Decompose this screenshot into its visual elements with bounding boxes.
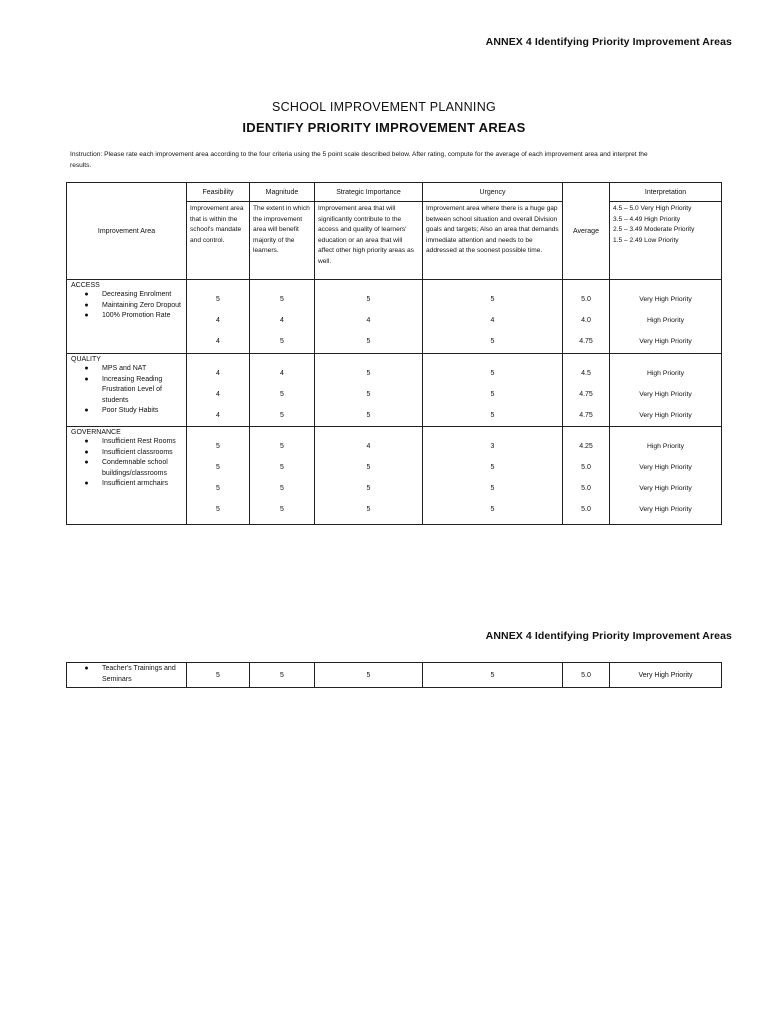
bullet-icon: ● (84, 665, 89, 672)
urgency-values (423, 354, 563, 427)
value: 5 (280, 485, 284, 492)
strategic-values (315, 280, 423, 354)
value: 4.75 (579, 412, 593, 419)
urgency-description: Improvement area where there is a huge gap between school situation and overall Division goals and targets; Also an area that demands immediate attention and needs to be addressed at the soonest possible time. (423, 202, 563, 280)
bullet-icon: ● (84, 448, 89, 456)
group-quality (67, 354, 187, 427)
group-label: GOVERNANCE (71, 429, 121, 436)
list-item (71, 406, 186, 417)
interpretation-header: Interpretation (610, 183, 722, 202)
item-label: Condemnable school buildings/classrooms (102, 459, 168, 477)
value: Very High Priority (639, 485, 692, 492)
value: 4 (366, 317, 371, 324)
bullet-icon: ● (84, 301, 89, 309)
bullet-icon: ● (84, 407, 89, 414)
urgency-values (423, 427, 563, 525)
feasibility-values (187, 280, 250, 354)
value: Very High Priority (639, 464, 692, 471)
list-item (71, 448, 186, 459)
value: 5 (366, 296, 371, 303)
value: 5 (280, 412, 284, 419)
value: 4 (280, 317, 284, 324)
value: 5 (490, 485, 495, 492)
magnitude-values (250, 354, 315, 427)
average-header: Average (563, 183, 610, 280)
average-value: 5.0 (563, 663, 610, 688)
list-item (71, 301, 186, 312)
annex-header: ANNEX 4 Identifying Priority Improvement Areas (485, 36, 732, 48)
value: 5 (216, 485, 220, 492)
value: 5 (490, 391, 495, 398)
value: 4 (216, 412, 220, 419)
value: 5 (216, 506, 220, 513)
value: 4.25 (579, 443, 593, 450)
urgency-value: 5 (423, 663, 563, 688)
list-item (71, 458, 186, 479)
value: 4 (280, 370, 284, 377)
continuation-area (67, 663, 187, 688)
value: 5 (280, 391, 284, 398)
item-label: Decreasing Enrolment (102, 291, 172, 298)
interpretation-value: Very High Priority (610, 663, 722, 688)
priority-table (66, 182, 722, 525)
priority-scale (610, 202, 722, 280)
value: 4.75 (579, 338, 593, 345)
priority-table-continued (66, 662, 722, 688)
bullet-icon: ● (84, 365, 89, 372)
interpretation-values (610, 354, 722, 427)
value: 5 (216, 464, 220, 471)
average-values (563, 427, 610, 525)
improvement-area-header: Improvement Area (67, 183, 187, 280)
group-row-quality (67, 354, 722, 427)
value: 5 (280, 296, 284, 303)
value: 4 (366, 443, 371, 450)
urgency-values (423, 280, 563, 354)
strategic-description: Improvement area that will significantly contribute to the access and quality of learners' education or an area that will affect other high priority areas as well. (315, 202, 423, 280)
value: 5 (366, 338, 371, 345)
value: Very High Priority (639, 506, 692, 513)
value: High Priority (646, 317, 684, 324)
scale-very-high: 4.5 – 5.0 Very High Priority (613, 205, 692, 212)
group-row-governance (67, 427, 722, 525)
value: 5 (490, 506, 495, 513)
list-item (71, 311, 186, 322)
item-label: Insufficient Rest Rooms (102, 438, 176, 445)
strategic-values (315, 427, 423, 525)
list-item (71, 437, 186, 448)
value: 5 (490, 464, 495, 471)
interpretation-values (610, 427, 722, 525)
list-item (71, 290, 186, 301)
feasibility-values (187, 354, 250, 427)
average-values (563, 354, 610, 427)
bullet-icon: ● (84, 375, 89, 383)
item-label: Insufficient armchairs (102, 480, 169, 487)
item-label: 100% Promotion Rate (102, 312, 171, 319)
item-label: Increasing Reading Frustration Level of students (102, 375, 163, 404)
urgency-header: Urgency (423, 183, 563, 202)
value: 5.0 (581, 485, 591, 492)
bullet-icon: ● (84, 459, 89, 466)
value: 5 (280, 506, 284, 513)
feasibility-header: Feasibility (187, 183, 250, 202)
group-label: QUALITY (71, 356, 101, 363)
value: Very High Priority (639, 338, 692, 345)
value: High Priority (646, 370, 684, 377)
header-row (67, 183, 722, 202)
value: 4 (216, 317, 220, 324)
list-item (71, 375, 186, 407)
feasibility-description: Improvement area that is within the school's mandate and control. (187, 202, 250, 280)
average-values (563, 280, 610, 354)
list-item (71, 364, 186, 375)
feasibility-values (187, 427, 250, 525)
value: 5 (280, 464, 284, 471)
value: 5 (366, 506, 371, 513)
value: 5.0 (581, 296, 591, 303)
bullet-icon: ● (84, 438, 89, 445)
magnitude-values (250, 427, 315, 525)
item-label: Teacher's Trainings and Seminars (102, 665, 176, 683)
value: 5 (490, 338, 495, 345)
value: Very High Priority (639, 391, 692, 398)
value: 4.5 (581, 370, 591, 377)
value: 4 (216, 338, 220, 345)
strategic-importance-header: Strategic Importance (315, 183, 423, 202)
magnitude-values (250, 280, 315, 354)
value: 4.0 (581, 317, 591, 324)
group-row-access (67, 280, 722, 354)
value: 5 (490, 412, 495, 419)
annex-header-page-2: ANNEX 4 Identifying Priority Improvement Areas (485, 630, 732, 642)
value: 5 (366, 485, 371, 492)
list-item (71, 664, 186, 685)
value: 5 (280, 338, 284, 345)
value: 4 (490, 317, 495, 324)
value: 5 (490, 370, 495, 377)
page-subtitle: IDENTIFY PRIORITY IMPROVEMENT AREAS (242, 120, 526, 135)
value: 5 (216, 296, 220, 303)
value: 5 (366, 464, 371, 471)
value: 5 (366, 370, 371, 377)
table-row (67, 663, 722, 688)
bullet-icon: ● (84, 480, 89, 487)
value: 5 (216, 443, 220, 450)
value: 4 (216, 370, 220, 377)
value: 4.75 (579, 391, 593, 398)
item-label: Poor Study Habits (102, 407, 159, 414)
group-access (67, 280, 187, 354)
instruction-text: Instruction: Please rate each improvement area according to the four criteria using the 5 point scale described below. After rating, compute for the average of each improvement area and interpret the results. (70, 151, 648, 169)
magnitude-value: 5 (250, 663, 315, 688)
feasibility-value: 5 (187, 663, 250, 688)
value: Very High Priority (639, 412, 692, 419)
list-item (71, 479, 186, 490)
strategic-values (315, 354, 423, 427)
value: 5 (366, 391, 371, 398)
value: 3 (490, 443, 495, 450)
value: High Priority (646, 443, 684, 450)
strategic-value: 5 (315, 663, 423, 688)
value: 5 (366, 412, 371, 419)
scale-low: 1.5 – 2.49 Low Priority (613, 236, 679, 244)
group-governance (67, 427, 187, 525)
bullet-icon: ● (84, 291, 89, 298)
item-label: Maintaining Zero Dropout (102, 301, 181, 309)
item-label: MPS and NAT (102, 365, 147, 372)
scale-moderate: 2.5 – 3.49 Moderate Priority (613, 226, 695, 233)
bullet-icon: ● (84, 312, 89, 319)
magnitude-description: The extent in which the improvement area will benefit majority of the learners. (250, 202, 315, 280)
value: 5.0 (581, 464, 591, 471)
scale-high: 3.5 – 4.49 High Priority (613, 215, 681, 223)
group-label: ACCESS (71, 282, 100, 289)
value: 5.0 (581, 506, 591, 513)
interpretation-values (610, 280, 722, 354)
item-label: Insufficient classrooms (102, 448, 173, 456)
value: 4 (216, 391, 220, 398)
magnitude-header: Magnitude (250, 183, 315, 202)
value: Very High Priority (639, 296, 692, 303)
page-title: SCHOOL IMPROVEMENT PLANNING (271, 100, 497, 114)
value: 5 (280, 443, 284, 450)
value: 5 (490, 296, 495, 303)
